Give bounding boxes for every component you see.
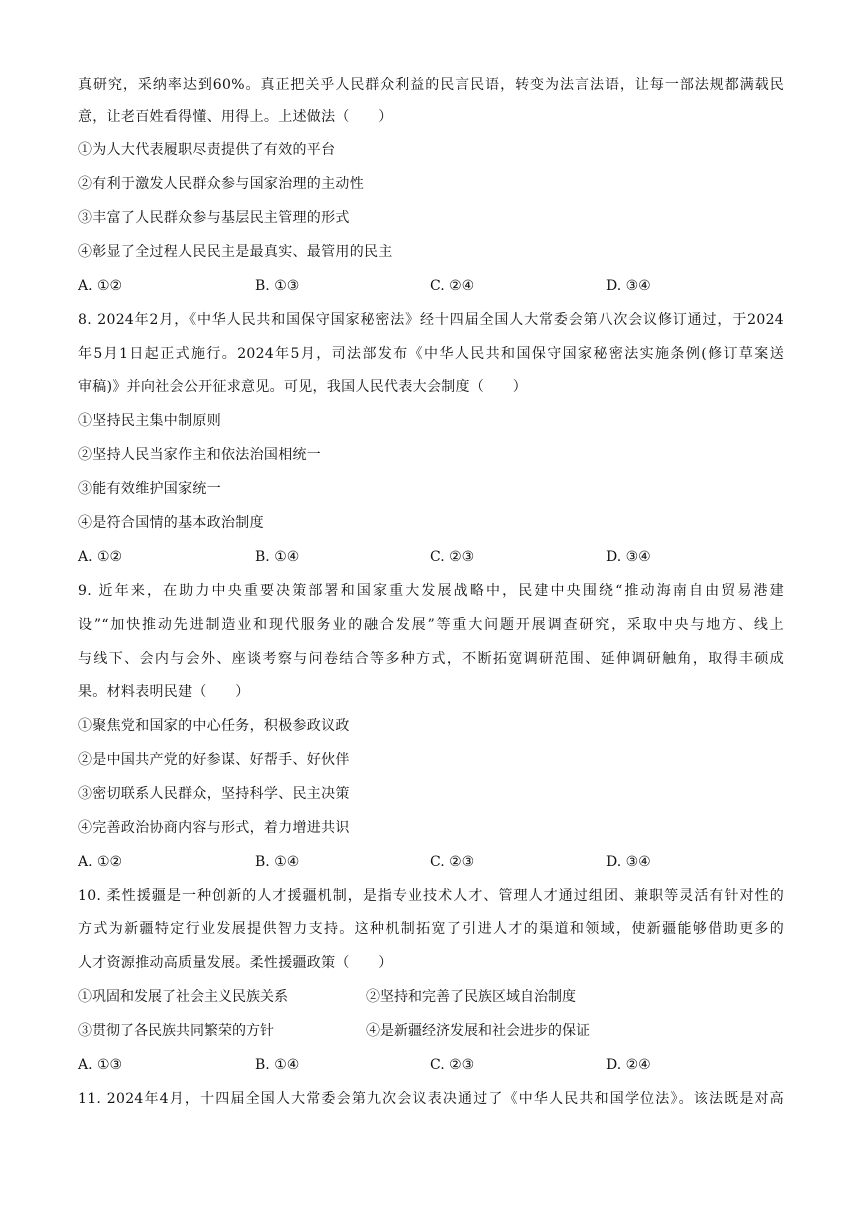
option-b: B. ①④ [255, 854, 300, 870]
option-a: A. ①③ [78, 1057, 123, 1073]
question-8-text: 8. 2024年2月，《中华人民共和国保守国家秘密法》经十四届全国人大常委会第八次会议修订通过，于2024 [78, 312, 784, 328]
statement-pair [78, 1021, 784, 1041]
statement-1: ①聚焦党和国家的中心任务，积极参政议政 [78, 718, 350, 734]
statement-3: ③丰富了人民群众参与基层民主管理的形式 [78, 210, 350, 226]
option-d: D. ②④ [606, 1057, 651, 1073]
question-8-text: 年5月1日起正式施行。2024年5月，司法部发布《中华人民共和国保守国家秘密法实施条例(修订草案送 [78, 346, 784, 362]
statement-4: ④彰显了全过程人民民主是最真实、最管用的民主 [78, 244, 393, 260]
option-b: B. ①④ [255, 549, 300, 565]
option-b: B. ①④ [255, 1057, 300, 1073]
statement-4: ④是符合国情的基本政治制度 [78, 515, 264, 531]
text-line: 真研究，采纳率达到60%。真正把关乎人民群众利益的民言民语，转变为法言法语，让每一部法规都满载民 [78, 77, 784, 93]
option-c: C. ②④ [430, 278, 475, 294]
option-d: D. ③④ [606, 278, 651, 294]
statement-1: ①巩固和发展了社会主义民族关系 [78, 989, 288, 1005]
text-line: 意，让老百姓看得懂、用得上。上述做法（ ） [78, 109, 393, 125]
statement-1: ①为人大代表履职尽责提供了有效的平台 [78, 142, 336, 158]
statement-2: ②坚持和完善了民族区域自治制度 [366, 989, 576, 1005]
answer-options [78, 852, 784, 872]
statement-3: ③贯彻了各民族共同繁荣的方针 [78, 1023, 274, 1039]
question-10-text: 10. 柔性援疆是一种创新的人才援疆机制，是指专业技术人才、管理人才通过组团、兼职等灵活有针对性的 [78, 888, 784, 904]
question-10-text: 方式为新疆特定行业发展提供智力支持。这种机制拓宽了引进人才的渠道和领域，使新疆能够借助更多的 [78, 921, 784, 937]
option-d: D. ③④ [606, 854, 651, 870]
option-d: D. ③④ [606, 549, 651, 565]
statement-2: ②坚持人民当家作主和依法治国相统一 [78, 447, 322, 463]
question-8-text: 审稿)》并向社会公开征求意见。可见，我国人民代表大会制度（ ） [78, 379, 528, 395]
statement-4: ④是新疆经济发展和社会进步的保证 [366, 1023, 590, 1039]
statement-2: ②有利于激发人民群众参与国家治理的主动性 [78, 176, 364, 192]
answer-options [78, 276, 784, 296]
option-c: C. ②③ [430, 1057, 475, 1073]
statement-1: ①坚持民主集中制原则 [78, 413, 221, 429]
question-9-text: 设”“加快推动先进制造业和现代服务业的融合发展”等重大问题开展调查研究，采取中央与地方、线上 [78, 617, 784, 633]
option-a: A. ①② [78, 854, 123, 870]
question-9-text: 与线下、会内与会外、座谈考察与问卷结合等多种方式，不断拓宽调研范围、延伸调研触角，取得丰硕成 [78, 651, 784, 667]
question-11-text: 11. 2024年4月，十四届全国人大常委会第九次会议表决通过了《中华人民共和国学位法》。该法既是对高 [78, 1091, 784, 1107]
statement-4: ④完善政治协商内容与形式，着力增进共识 [78, 820, 350, 836]
question-9-text: 9. 近年来，在助力中央重要决策部署和国家重大发展战略中，民建中央围绕“推动海南自由贸易港建 [78, 583, 784, 599]
question-9-text: 果。材料表明民建（ ） [78, 684, 250, 700]
answer-options [78, 547, 784, 567]
answer-options [78, 1055, 784, 1075]
statement-pair [78, 987, 784, 1007]
option-a: A. ①② [78, 549, 123, 565]
option-a: A. ①② [78, 278, 123, 294]
statement-2: ②是中国共产党的好参谋、好帮手、好伙伴 [78, 752, 350, 768]
option-c: C. ②③ [430, 854, 475, 870]
option-c: C. ②③ [430, 549, 475, 565]
question-10-text: 人才资源推动高质量发展。柔性援疆政策（ ） [78, 955, 393, 971]
statement-3: ③能有效维护国家统一 [78, 481, 221, 497]
option-b: B. ①③ [255, 278, 300, 294]
statement-3: ③密切联系人民群众，坚持科学、民主决策 [78, 786, 350, 802]
